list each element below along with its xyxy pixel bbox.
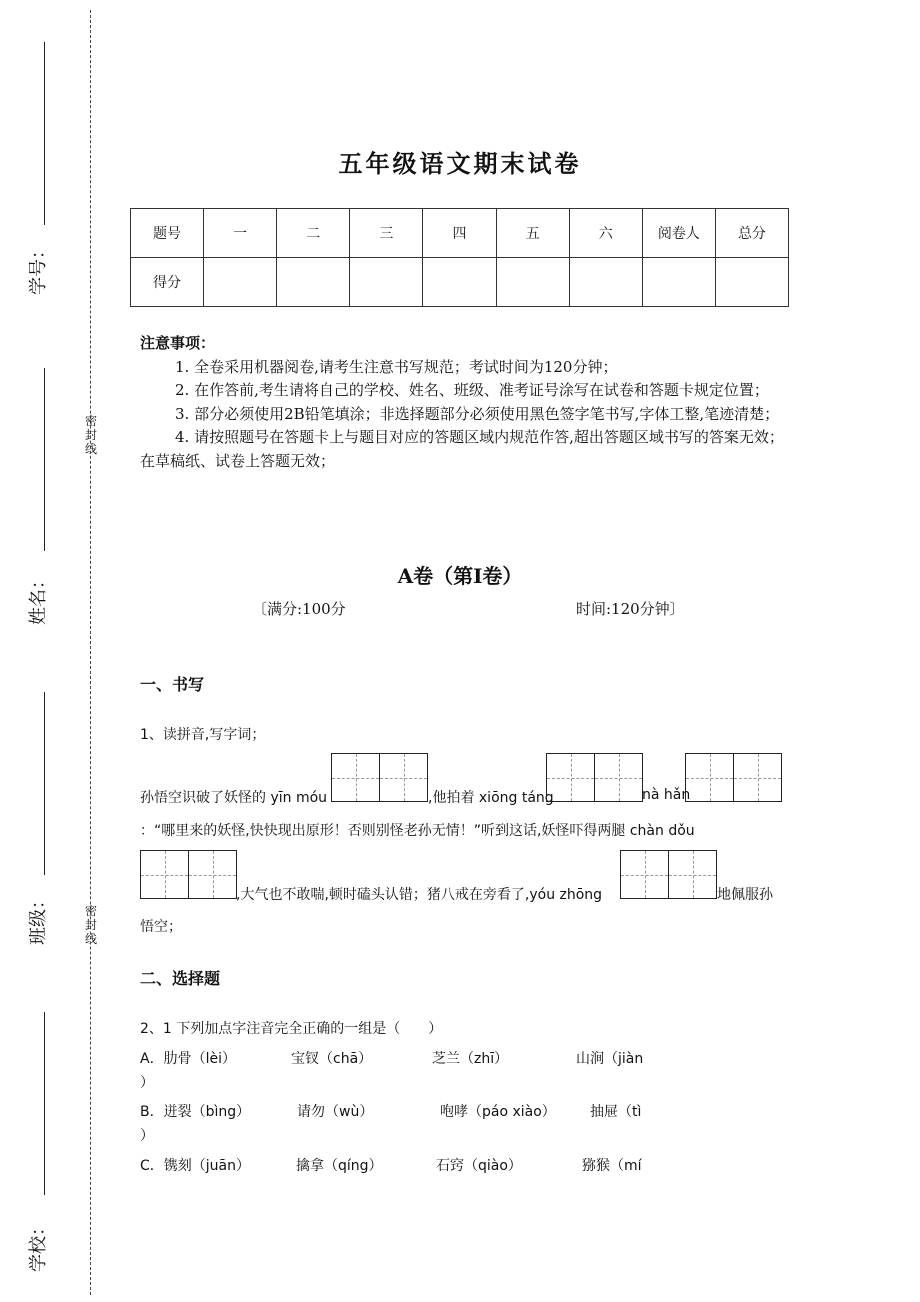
- option-a-tail: ）: [140, 1075, 154, 1091]
- seal-dashed-line: [90, 10, 91, 1295]
- name-label: 姓名：: [28, 571, 49, 625]
- grid-cell[interactable]: [331, 753, 380, 802]
- score-cell[interactable]: [350, 258, 423, 307]
- score-table: [130, 208, 789, 307]
- score-cell[interactable]: [277, 258, 350, 307]
- full-score: 〔满分:100分: [252, 600, 346, 618]
- grid-cell[interactable]: [620, 850, 669, 899]
- notes-item: 4. 请按照题号在答题卡上与题目对应的答题区域内规范作答,超出答题区域书写的答案无效；在草稿纸、试卷上答题无效；: [140, 428, 784, 470]
- score-table-header: 阅卷人: [642, 209, 715, 258]
- notes-item: 1. 全卷采用机器阅卷,请考生注意书写规范；考试时间为120分钟；: [175, 357, 618, 376]
- score-cell[interactable]: [569, 258, 642, 307]
- score-row-label: 得分: [131, 258, 204, 307]
- score-table-header: 三: [350, 209, 423, 258]
- score-table-header-row: [131, 209, 789, 258]
- option-a-4[interactable]: 山涧（jiàn: [576, 1051, 644, 1067]
- score-cell[interactable]: [715, 258, 788, 307]
- q1-line1-a: 孙悟空识破了妖怪的 yīn móu: [140, 790, 328, 806]
- grid-cell[interactable]: [188, 850, 237, 899]
- notes-item: 3. 部分必须使用2B铅笔填涂；非选择题部分必须使用黑色签字笔书写,字体工整,笔迹清楚；: [175, 404, 780, 423]
- option-c-2[interactable]: 擒拿（qíng）: [296, 1158, 383, 1174]
- option-a-2[interactable]: 宝钗（chā）: [291, 1051, 373, 1067]
- score-cell[interactable]: [496, 258, 569, 307]
- section-a-title: A卷（第I卷）: [397, 564, 523, 588]
- option-c-4[interactable]: 猕猴（mí: [582, 1158, 642, 1174]
- q1-line3-a: ,大气也不敢喘,顿时磕头认错；猪八戒在旁看了,yóu zhōng: [236, 887, 603, 903]
- score-table-header: 一: [204, 209, 277, 258]
- q1-line1-b: ,他拍着 xiōng táng: [428, 790, 554, 806]
- exam-time: 时间:120分钟〕: [576, 600, 685, 618]
- option-c-3[interactable]: 石窍（qiào）: [436, 1158, 522, 1174]
- grid-cell[interactable]: [379, 753, 428, 802]
- score-table-header: 题号: [131, 209, 204, 258]
- exam-title: 五年级语文期末试卷: [338, 149, 582, 178]
- grid-cell[interactable]: [668, 850, 717, 899]
- school-line: [44, 1012, 45, 1195]
- score-cell[interactable]: [642, 258, 715, 307]
- option-a-3[interactable]: 芝兰（zhī）: [432, 1051, 509, 1067]
- option-b-1[interactable]: B．迸裂（bìng）: [140, 1104, 251, 1120]
- writing-grid-3[interactable]: [685, 753, 781, 802]
- name-line: [44, 368, 45, 551]
- grid-cell[interactable]: [685, 753, 734, 802]
- score-table-header: 二: [277, 209, 350, 258]
- score-cell[interactable]: [204, 258, 277, 307]
- score-table-header: 六: [569, 209, 642, 258]
- score-table-header: 四: [423, 209, 496, 258]
- option-b-4[interactable]: 抽屉（tì: [590, 1104, 642, 1120]
- writing-grid-5[interactable]: [620, 850, 716, 899]
- score-table-header: 总分: [715, 209, 788, 258]
- q1-label: 1、读拼音,写字词；: [140, 727, 266, 743]
- option-b-tail: ）: [140, 1128, 154, 1144]
- option-a-1[interactable]: A．肋骨（lèi）: [140, 1051, 236, 1067]
- option-c-1[interactable]: C．镌刻（juān）: [140, 1158, 250, 1174]
- option-b-2[interactable]: 请勿（wù）: [297, 1104, 374, 1120]
- grid-cell[interactable]: [546, 753, 595, 802]
- seal-label-2: 密封线: [84, 904, 97, 946]
- score-table-header: 五: [496, 209, 569, 258]
- grid-cell[interactable]: [594, 753, 643, 802]
- grid-cell[interactable]: [140, 850, 189, 899]
- writing-grid-2[interactable]: [546, 753, 642, 802]
- seal-label-1: 密封线: [84, 414, 97, 456]
- score-cell[interactable]: [423, 258, 496, 307]
- part1-heading: 一、书写: [140, 675, 205, 694]
- school-label: 学校：: [28, 1218, 49, 1272]
- writing-grid-4[interactable]: [140, 850, 236, 899]
- score-table-score-row: [131, 258, 789, 307]
- part2-heading: 二、选择题: [140, 969, 221, 988]
- student-id-line: [44, 42, 45, 225]
- notes-heading: 注意事项：: [140, 334, 216, 352]
- q1-line1-c: nà hǎn: [642, 787, 691, 803]
- notes-block: [140, 332, 785, 473]
- student-id-label: 学号：: [28, 241, 49, 295]
- option-b-3[interactable]: 咆哮（páo xiào）: [440, 1104, 556, 1120]
- class-label: 班级：: [28, 891, 49, 945]
- q1-line2: ：“哪里来的妖怪,快快现出原形！否则别怪老孙无情！”听到这话,妖怪吓得两腿 chàn dǒu: [140, 823, 695, 839]
- q2-label: 2、1 下列加点字注音完全正确的一组是（ ）: [140, 1021, 443, 1037]
- notes-item: 2. 在作答前,考生请将自己的学校、姓名、班级、准考证号涂写在试卷和答题卡规定位置；: [175, 381, 769, 399]
- grid-cell[interactable]: [733, 753, 782, 802]
- writing-grid-1[interactable]: [331, 753, 427, 802]
- class-line: [44, 692, 45, 875]
- q1-line4: 悟空；: [140, 919, 182, 935]
- q1-line3-b: 地佩服孙: [717, 887, 773, 903]
